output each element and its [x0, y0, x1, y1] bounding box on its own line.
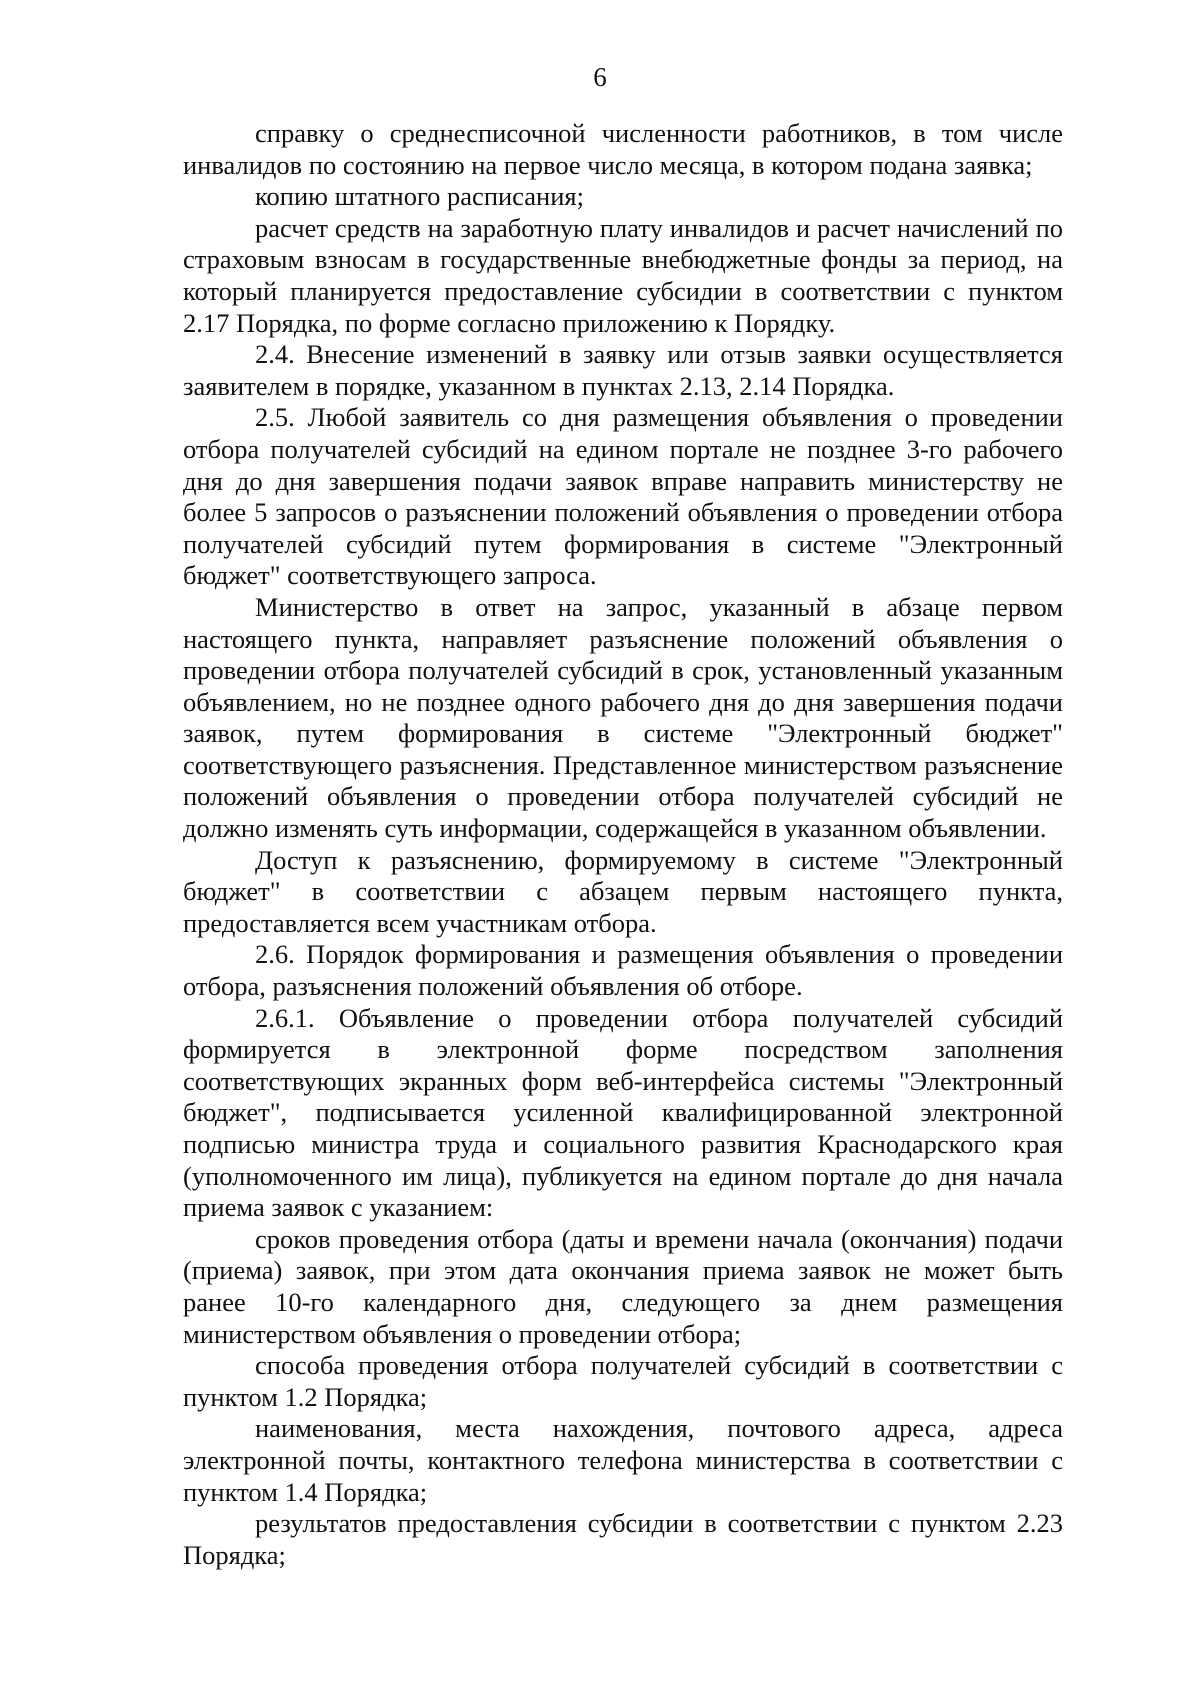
paragraph: расчет средств на заработную плату инвалидов и расчет начислений по страховым взносам в государственные внебюджетные фонды за период, на который планируется предоставление субсидии в соответствии с пунктом 2.17 Порядка, по форме согласно приложению к Порядку. — [183, 212, 1063, 338]
document-body — [183, 118, 1063, 1571]
paragraph: копию штатного расписания; — [255, 181, 584, 212]
paragraph: 2.4. Внесение изменений в заявку или отзыв заявки осуществляется заявителем в порядке, указанном в пунктах 2.13, 2.14 Порядка. — [183, 339, 1063, 401]
paragraph: способа проведения отбора получателей субсидий в соответствии с пунктом 1.2 Порядка; — [183, 1350, 1063, 1412]
paragraph: 2.6.1. Объявление о проведении отбора получателей субсидий формируется в электронной форме посредством заполнения соответствующих экранных форм веб-интерфейса системы "Электронный бюджет", подписывается усиленной квалифицированной электронной подписью министра труда и социального развития Краснодарского края (уполномоченного им лица), публикуется на едином портале до дня начала приема заявок с указанием: — [183, 1002, 1063, 1223]
paragraph: справку о среднесписочной численности работников, в том числе инвалидов по состоянию на первое число месяца, в котором подана заявка; — [183, 118, 1063, 180]
paragraph: сроков проведения отбора (даты и времени начала (окончания) подачи (приема) заявок, при этом дата окончания приема заявок не может быть ранее 10-го календарного дня, следующего за днем размещения министерством объявления о проведении отбора; — [183, 1223, 1063, 1349]
paragraph: 2.5. Любой заявитель со дня размещения объявления о проведении отбора получателей субсидий на едином портале не позднее 3-го рабочего дня до дня завершения подачи заявок вправе направить министерству не более 5 запросов о разъяснении положений объявления о проведении отбора получателей субсидий путем формирования в системе "Электронный бюджет" соответствующего запроса. — [183, 402, 1063, 591]
paragraph: 2.6. Порядок формирования и размещения объявления о проведении отбора, разъяснения положений объявления об отборе. — [183, 939, 1063, 1002]
page-number: 6 — [593, 62, 607, 92]
paragraph: наименования, места нахождения, почтового адреса, адреса электронной почты, контактного телефона министерства в соответствии с пунктом 1.4 Порядка; — [183, 1413, 1063, 1507]
paragraph: Доступ к разъяснению, формируемому в системе "Электронный бюджет" в соответствии с абзацем первым настоящего пункта, предоставляется всем участникам отбора. — [183, 844, 1063, 938]
paragraph: Министерство в ответ на запрос, указанный в абзаце первом настоящего пункта, направляет разъяснение положений объявления о проведении отбора получателей субсидий в срок, установленный указанным объявлением, но не позднее одного рабочего дня до дня завершения подачи заявок, путем формирования в системе "Электронный бюджет" соответствующего разъяснения. Представленное министерством разъяснение положений объявления о проведении отбора получателей субсидий не должно изменять суть информации, содержащейся в указанном объявлении. — [183, 591, 1063, 844]
paragraph: результатов предоставления субсидии в соответствии с пунктом 2.23 Порядка; — [183, 1508, 1063, 1570]
